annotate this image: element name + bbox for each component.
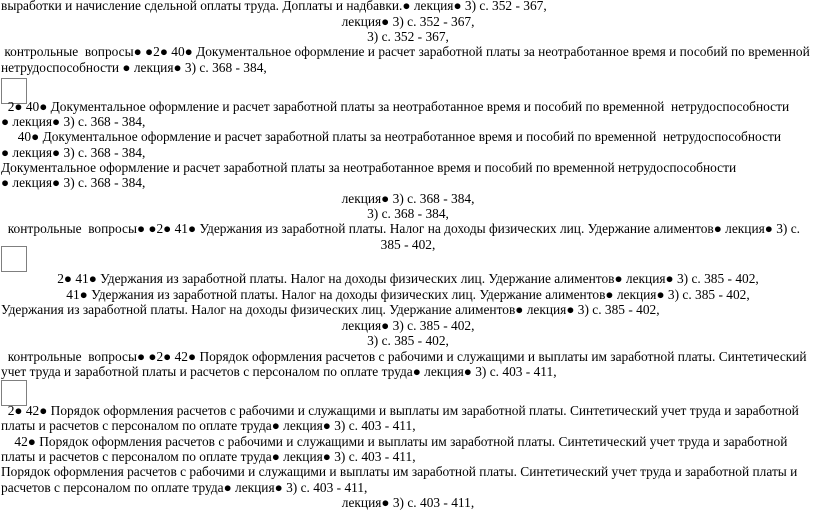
text-line: платы и расчетов с персоналом по оплате труда● лекция● 3) с. 403 - 411, (1, 449, 416, 464)
text-line: контрольные вопросы● ●2● 41● Удержания из заработной платы. Налог на доходы физических лиц. Удержание алиментов● лекция● 3) с. (1, 221, 801, 236)
text-line: платы и расчетов с персоналом по оплате труда● лекция● 3) с. 403 - 411, (1, 418, 416, 433)
text-line: ● лекция● 3) с. 368 - 384, (1, 114, 146, 129)
text-line: контрольные вопросы● ●2● 40● Документальное оформление и расчет заработной платы за неотработанное время и пособий по временной (1, 44, 810, 59)
text-line: ● лекция● 3) с. 368 - 384, (1, 175, 146, 190)
text-line: 41● Удержания из заработной платы. Налог на доходы физических лиц. Удержание алиментов● лекция● 3) с. 385 - 402, (66, 287, 750, 302)
text-line: 3) с. 385 - 402, (367, 333, 449, 348)
text-line: 40● Документальное оформление и расчет заработной платы за неотработанное время и пособий по временной нетрудоспособности (1, 129, 782, 144)
text-line: лекция● 3) с. 368 - 384, (341, 191, 475, 206)
text-line: Документальное оформление и расчет заработной платы за неотработанное время и пособий по временной нетрудоспособности (1, 160, 737, 175)
text-line: лекция● 3) с. 403 - 411, (341, 495, 475, 510)
text-line: лекция● 3) с. 352 - 367, (341, 14, 475, 29)
text-line: 3) с. 368 - 384, (367, 206, 449, 221)
text-line: расчетов с персоналом по оплате труда● лекция● 3) с. 403 - 411, (1, 480, 368, 495)
text-line: 385 - 402, (380, 237, 436, 252)
text-line: 42● Порядок оформления расчетов с рабочими и служащими и выплаты им заработной платы. Синтетический учет труда и заработной (1, 434, 788, 449)
text-line: ● лекция● 3) с. 368 - 384, (1, 145, 146, 160)
text-line: контрольные вопросы● ●2● 42● Порядок оформления расчетов с рабочими и служащими и выплаты им заработной платы. Синтетический (1, 349, 807, 364)
text-line: 3) с. 352 - 367, (367, 29, 449, 44)
text-line: выработки и начисление сдельной оплаты труда. Доплаты и надбавки.● лекция● 3) с. 352 - 367, (1, 0, 547, 13)
text-line: учет труда и заработной платы и расчетов с персоналом по оплате труда● лекция● 3) с. 403 - 411, (1, 364, 557, 379)
text-line: 2● 41● Удержания из заработной платы. Налог на доходы физических лиц. Удержание алиментов● лекция● 3) с. 385 - 402, (57, 271, 759, 286)
text-line: лекция● 3) с. 385 - 402, (341, 318, 475, 333)
checkbox[interactable] (1, 246, 27, 272)
text-line: Удержания из заработной платы. Налог на доходы физических лиц. Удержание алиментов● лекция● 3) с. 385 - 402, (1, 302, 660, 317)
text-line: нетрудоспособности ● лекция● 3) с. 368 - 384, (1, 60, 267, 75)
text-line: 2● 40● Документальное оформление и расчет заработной платы за неотработанное время и пособий по временной нетрудоспособности (1, 99, 790, 114)
text-line: 2● 42● Порядок оформления расчетов с рабочими и служащими и выплаты им заработной платы. Синтетический учет труда и заработной (1, 403, 799, 418)
text-line: Порядок оформления расчетов с рабочими и служащими и выплаты им заработной платы. Синтетический учет труда и заработной платы и (1, 464, 798, 479)
